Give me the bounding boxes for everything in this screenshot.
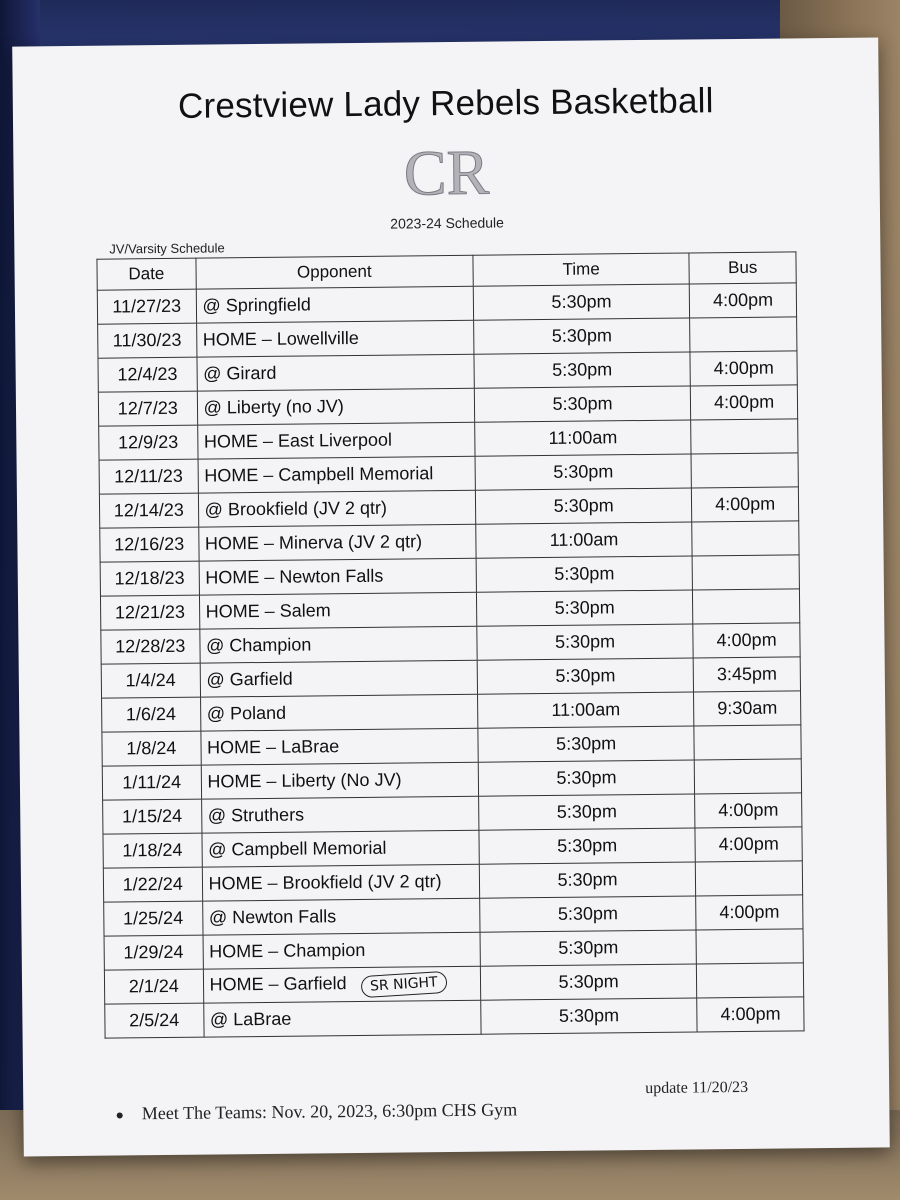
date-cell [102,765,201,800]
opponent-cell [202,898,480,935]
bus-cell-text: 4:00pm [720,1003,781,1025]
bus-cell-text: 4:00pm [712,289,774,311]
time-cell-text: 5:30pm [554,563,615,584]
date-cell [99,459,198,494]
opponent-cell [203,1000,481,1037]
date-cell [104,969,203,1004]
opponent-cell [202,830,480,867]
opponent-cell [201,762,479,799]
time-cell-text: 5:30pm [555,665,616,686]
bus-cell [691,419,798,454]
opponent-cell [203,932,481,969]
opponent-cell [199,558,477,595]
opponent-cell [196,286,474,323]
time-cell [480,930,697,966]
date-cell-text: 1/29/24 [123,941,184,963]
date-cell-text: 1/8/24 [126,737,177,759]
date-cell [99,493,198,528]
bus-cell-text: 4:00pm [716,629,777,651]
bus-cell [695,759,802,794]
bus-cell [692,555,799,590]
time-cell-text: 5:30pm [556,733,617,754]
date-cell-text: 12/9/23 [117,431,179,453]
time-cell-text: 5:30pm [554,597,615,618]
date-cell-text: 1/25/24 [122,907,184,929]
bus-cell [695,827,802,862]
time-cell [476,556,693,592]
date-cell-text: 2/1/24 [128,975,179,997]
schedule-subheading: JV/Varsity Schedule [109,240,225,257]
bus-cell [692,487,799,522]
time-cell [475,454,692,490]
time-cell [474,386,691,422]
opponent-cell-text: HOME – Champion [209,939,366,962]
opponent-cell-text: @ Garfield [206,668,293,690]
opponent-cell-text: HOME – Newton Falls [205,565,384,588]
bus-cell [692,521,799,556]
date-cell-text: 12/7/23 [117,397,178,419]
time-cell-text: 5:30pm [557,903,619,924]
meet-the-teams-text: Meet The Teams: Nov. 20, 2023, 6:30pm CHS Gym [141,1099,518,1124]
date-cell [104,901,203,936]
opponent-cell [197,354,475,391]
bus-cell [697,963,804,998]
time-cell [475,420,692,456]
bus-cell [697,997,804,1032]
time-cell [480,896,697,932]
bus-cell-text: 4:00pm [718,833,779,855]
bus-cell-text: 4:00pm [718,799,779,821]
time-cell-text: 5:30pm [557,869,618,890]
opponent-cell [197,422,475,459]
opponent-cell [198,490,476,527]
time-cell-text: 11:00am [551,699,621,720]
date-cell-text: 11/30/23 [112,329,182,351]
date-cell-text: 12/16/23 [114,533,185,555]
time-cell [478,760,695,796]
bus-cell [696,895,803,930]
cr-logo-icon [401,128,492,209]
opponent-cell-text: HOME – East Liverpool [203,429,393,452]
bus-cell [690,317,797,352]
opponent-cell-text: @ Champion [205,634,312,656]
date-cell-text: 1/11/24 [122,771,182,793]
bus-cell [690,283,797,318]
opponent-cell [199,626,477,663]
date-cell [103,867,202,902]
opponent-cell [203,966,481,1003]
time-cell-text: 5:30pm [558,1005,620,1026]
date-cell-text: 12/18/23 [114,567,185,589]
time-cell [478,726,695,762]
time-cell [479,862,696,898]
time-cell-text: 5:30pm [553,461,614,482]
time-cell-text: 5:30pm [553,495,614,516]
column-header-time: Time [473,253,690,286]
opponent-cell-text: @ Struthers [207,804,305,826]
date-cell-text: 1/4/24 [125,669,176,691]
opponent-cell-text: @ Liberty (no JV) [203,396,344,418]
date-cell-text: 12/28/23 [115,635,186,657]
update-note: update 11/20/23 [645,1078,749,1097]
date-cell-text: 12/11/23 [114,465,183,487]
opponent-cell-text: @ Brookfield (JV 2 qtr) [204,497,388,520]
date-cell [103,833,202,868]
opponent-cell [200,728,478,765]
opponent-cell-text: HOME – Salem [205,600,331,622]
date-cell [98,323,197,358]
date-cell [104,935,203,970]
table-row [105,997,804,1038]
bus-cell [693,589,800,624]
date-cell [100,561,199,596]
date-cell-text: 1/6/24 [125,703,177,725]
time-cell-text: 5:30pm [552,393,613,414]
time-cell [474,318,691,354]
bus-cell [694,725,801,760]
date-cell [101,663,200,698]
opponent-cell [200,660,478,697]
opponent-cell-text: HOME – Minerva (JV 2 qtr) [204,531,423,554]
bus-cell [696,861,803,896]
bus-cell [695,793,802,828]
time-cell [479,828,696,864]
bus-cell-text: 3:45pm [716,663,778,685]
opponent-cell [196,320,474,357]
date-cell-text: 1/15/24 [121,805,183,827]
date-cell-text: 12/4/23 [117,363,178,385]
date-cell-text: 1/22/24 [122,873,183,895]
opponent-cell [199,592,477,629]
date-cell [101,629,200,664]
opponent-cell-text: HOME – Brookfield (JV 2 qtr) [208,871,442,894]
logo-text: CR [403,136,490,209]
date-cell [102,697,201,732]
time-cell [475,488,692,524]
season-label: 2023-24 Schedule [390,214,504,232]
time-cell [474,352,691,388]
time-cell-text: 5:30pm [558,971,619,992]
meet-the-teams-note [115,1099,517,1124]
bus-cell [690,351,797,386]
bus-cell [691,453,798,488]
time-cell [478,794,695,830]
time-cell [480,964,697,1000]
time-cell-text: 5:30pm [558,937,619,958]
bus-cell-text: 4:00pm [715,493,776,515]
opponent-cell [200,694,478,731]
column-header-date: Date [97,258,196,290]
bus-cell [694,691,801,726]
opponent-cell-text: HOME – Garfield [209,973,347,995]
time-cell [473,284,690,320]
date-cell [102,731,201,766]
time-cell [477,658,694,694]
date-cell [100,595,199,630]
opponent-cell [198,524,476,561]
bus-cell [693,623,800,658]
time-cell [477,692,694,728]
time-cell-text: 5:30pm [556,801,617,822]
time-cell-text: 5:30pm [556,767,617,788]
handwritten-note: SR NIGHT [360,971,447,998]
time-cell [476,522,693,558]
schedule-sheet [12,37,890,1156]
time-cell-text: 5:30pm [551,291,612,312]
opponent-cell [201,796,479,833]
date-cell [98,391,197,426]
date-cell-text: 12/14/23 [113,499,184,521]
schedule-table [96,251,804,1038]
opponent-cell-text: @ Newton Falls [208,906,337,928]
date-cell [100,527,199,562]
time-cell [476,590,693,626]
opponent-cell-text: HOME – Liberty (No JV) [207,769,402,792]
time-cell-text: 5:30pm [554,631,616,652]
opponent-cell [197,388,475,425]
date-cell [103,799,202,834]
time-cell-text: 5:30pm [557,835,618,856]
date-cell-text: 11/27/23 [112,295,182,317]
time-cell [481,998,698,1034]
date-cell-text: 1/18/24 [122,839,183,861]
opponent-cell [198,456,476,493]
date-cell [99,425,198,460]
opponent-cell-text: HOME – Campbell Memorial [204,463,434,486]
time-cell-text: 5:30pm [551,325,612,346]
date-cell-text: 2/5/24 [129,1009,180,1031]
bus-cell-text: 4:00pm [713,357,774,379]
bus-cell-text: 4:00pm [719,901,780,923]
opponent-cell-text: @ Girard [203,362,277,384]
bus-cell [691,385,798,420]
opponent-cell-text: HOME – Lowellville [202,327,359,350]
opponent-cell-text: @ Poland [206,702,287,724]
page-title: Crestview Lady Rebels Basketball [177,81,714,126]
date-cell-text: 12/21/23 [114,601,186,623]
bullet-icon: ● [115,1108,124,1124]
opponent-cell-text: HOME – LaBrae [207,736,340,758]
date-cell [105,1003,204,1038]
opponent-cell [202,864,480,901]
bus-cell-text: 4:00pm [713,391,775,413]
column-header-opponent: Opponent [195,255,473,289]
bus-cell [693,657,800,692]
time-cell-text: 11:00am [548,427,618,448]
bus-cell-text: 9:30am [717,697,778,719]
time-cell-text: 11:00am [549,529,619,550]
opponent-cell-text: @ Campbell Memorial [208,837,387,860]
schedule-rows [97,283,804,1038]
opponent-cell-text: @ LaBrae [209,1008,292,1030]
column-header-bus: Bus [689,252,796,284]
opponent-cell-text: @ Springfield [202,294,311,316]
date-cell [97,289,196,324]
time-cell [477,624,694,660]
time-cell-text: 5:30pm [552,359,613,380]
bus-cell [696,929,803,964]
date-cell [98,357,197,392]
